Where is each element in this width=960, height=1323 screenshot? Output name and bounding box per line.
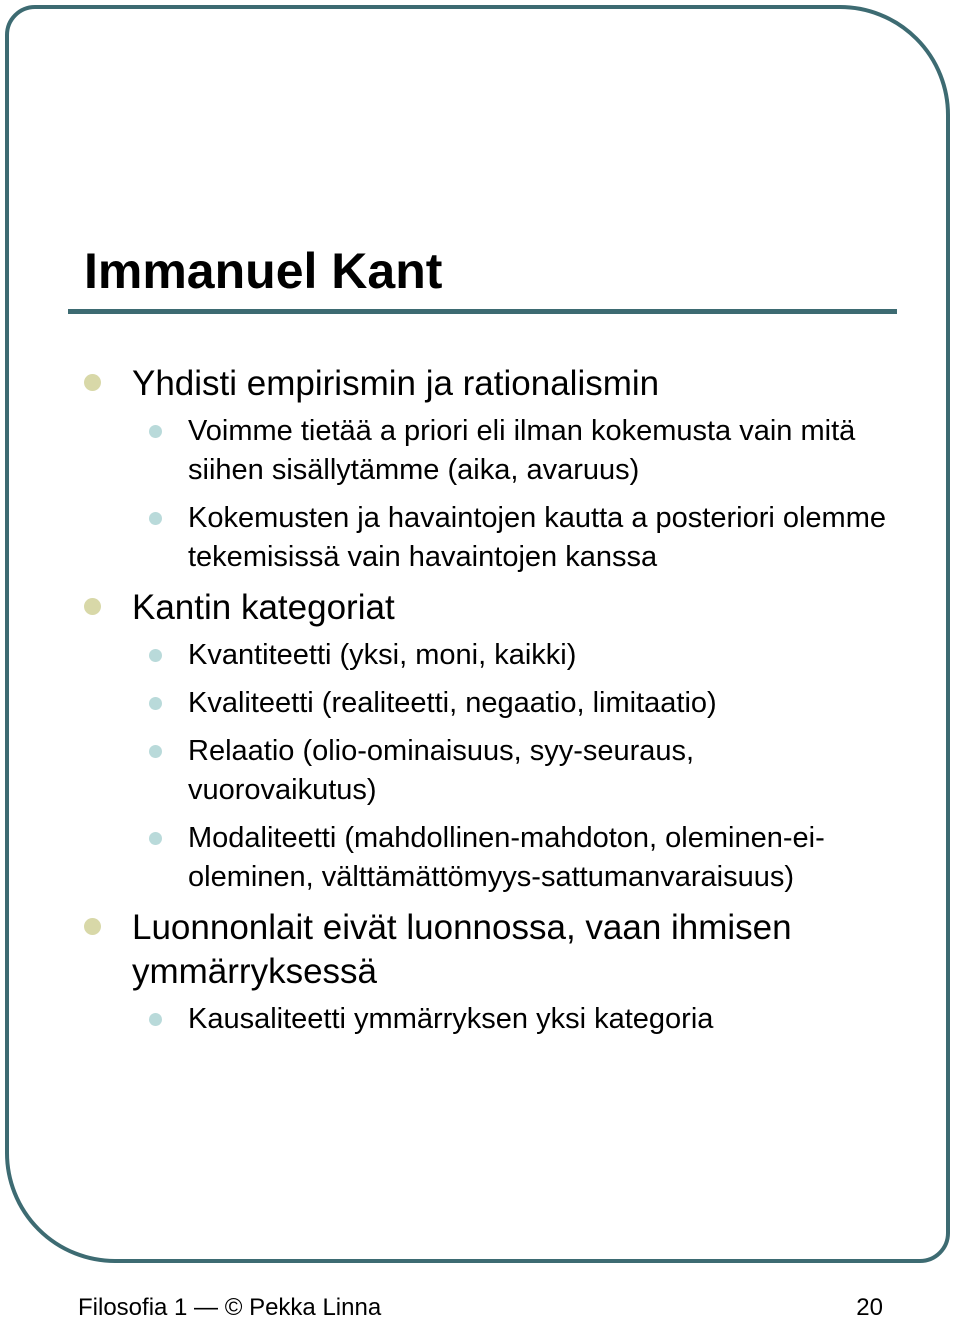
- page-number: 20: [856, 1294, 883, 1321]
- sub-bullet-text: Kvaliteetti (realiteetti, negaatio, limitaatio): [188, 687, 717, 719]
- sub-bullet-icon: [149, 1013, 162, 1026]
- slide-title: Immanuel Kant: [84, 243, 443, 299]
- sub-bullet-item: [84, 732, 788, 810]
- sub-bullet-text: Kokemusten ja havaintojen kautta a posteriori olemme tekemisissä vain havaintojen kanssa: [188, 502, 886, 573]
- sub-bullet-text: Kausaliteetti ymmärryksen yksi kategoria: [188, 1003, 714, 1035]
- sub-bullet-item: [84, 1000, 884, 1039]
- bullet-icon: [84, 918, 101, 935]
- bullet-icon: [84, 374, 101, 391]
- sub-bullet-item: [84, 412, 888, 490]
- sub-bullet-item: [84, 684, 884, 723]
- bullet-item: [84, 906, 912, 994]
- bullet-item: [84, 362, 884, 406]
- sub-bullet-item: [84, 499, 888, 577]
- sub-bullet-icon: [149, 745, 162, 758]
- sub-bullet-item: [84, 819, 888, 897]
- footer-credit: Filosofia 1 — © Pekka Linna: [78, 1294, 382, 1321]
- sub-bullet-text: Relaatio (olio-ominaisuus, syy-seuraus, vuorovaikutus): [188, 735, 695, 806]
- bullet-text: Kantin kategoriat: [132, 588, 395, 627]
- bullet-list: [84, 362, 884, 1048]
- sub-bullet-item: [84, 636, 884, 675]
- sub-bullet-icon: [149, 832, 162, 845]
- sub-bullet-text: Voimme tietää a priori eli ilman kokemusta vain mitä siihen sisällytämme (aika, avaruus): [188, 415, 856, 486]
- sub-bullet-icon: [149, 425, 162, 438]
- sub-bullet-icon: [149, 697, 162, 710]
- bullet-icon: [84, 598, 101, 615]
- bullet-text: Yhdisti empirismin ja rationalismin: [132, 364, 660, 403]
- sub-bullet-icon: [149, 512, 162, 525]
- sub-bullet-text: Modaliteetti (mahdollinen-mahdoton, oleminen-ei-oleminen, välttämättömyys-sattumanvaraisuus): [188, 822, 825, 893]
- sub-bullet-icon: [149, 649, 162, 662]
- sub-bullet-text: Kvantiteetti (yksi, moni, kaikki): [188, 639, 577, 671]
- bullet-text: Luonnonlait eivät luonnossa, vaan ihmisen ymmärryksessä: [132, 908, 792, 991]
- title-divider: [68, 309, 897, 314]
- bullet-item: [84, 586, 884, 630]
